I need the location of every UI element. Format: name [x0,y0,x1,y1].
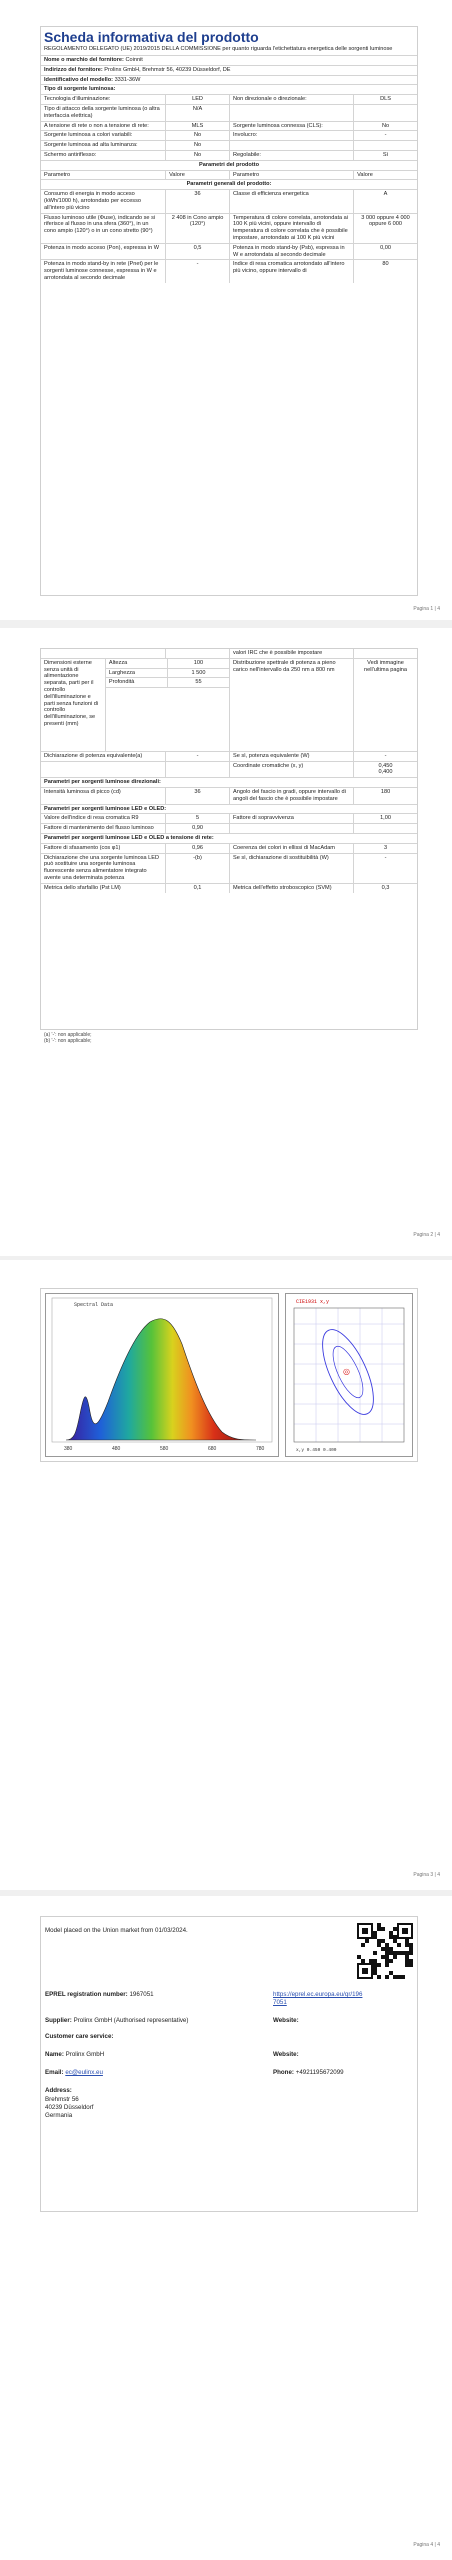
dimension-label: Larghezza [108,669,136,676]
spectral-label: Distribuzione spettrale di potenza a pieno carico nell'intervallo da 250 nm a 800 nm [229,659,353,751]
product-sheet-frame-2 [40,648,418,1030]
general-params-header: Parametri generali del prodotto: [186,181,272,188]
charts-frame [40,1288,418,1462]
address-line-3: Germania [45,2112,73,2119]
table-cell: Indice di resa cromatica arrotondato all'intero più vicino, oppure intervallo di [229,260,353,282]
table-cell: Sorgente luminosa a colori variabili: [44,132,133,139]
supplier-value: Prolinx GmbH (Authorised representative) [73,2017,189,2024]
page-4 [0,1896,452,2560]
footnote-b: (b) '-': non applicable; [44,1038,92,1044]
table-cell: No [353,122,417,131]
spectrum-title: Spectral Data [74,1302,114,1308]
table-cell: Potenza in modo stand-by in rete (Pnet) per le sorgenti luminose connesse, espressa in W e arrotondata al secondo decimale [44,261,159,281]
table-cell: Flusso luminoso utile (Φuse), indicando se si riferisce al flusso in una sfera (360°), in un cono ampio (120°) o in un cono stretto (90°) [44,214,156,235]
table-cell: Potenza in modo acceso (Pon), espressa in W [44,244,160,251]
page-1 [0,0,452,620]
table-cell: Intensità luminosa di picco (cd) [44,788,121,795]
page-footer-3: Pagina 3 | 4 [413,1872,440,1878]
table-cell: 36 [165,190,229,212]
name-label: Name: [45,2051,64,2058]
table-cell: Metrica dello sfarfallio (Pst LM) [44,884,121,891]
table-cell: Tecnologia d'illuminazione: [44,96,111,103]
table-cell: 0,90 [165,824,229,833]
table-row [41,150,417,160]
table-row [41,213,417,243]
page-title: Scheda informativa del prodotto [44,29,259,45]
table-cell [229,824,353,833]
table-cell: Classe di efficienza energetica [229,190,353,212]
table-cell: No [165,141,229,150]
cie-title: CIE1931 x,y [296,1299,330,1305]
table-row [41,94,417,104]
table-row [41,843,417,853]
x-tick-label: 380 [64,1446,73,1452]
table-cell: - [165,752,229,761]
table-cell: Fattore di mantenimento del flusso luminoso [44,825,154,832]
table-row [41,189,417,212]
table-cell: 36 [165,788,229,804]
page-2 [0,628,452,1256]
table-cell [353,105,417,121]
address-line-2: 40239 Düsseldorf [45,2104,94,2111]
cie-svg [286,1294,412,1456]
directional-header: Parametri per sorgenti luminose direzionali: [44,779,161,786]
table-cell: 0,5 [165,244,229,260]
website-label: Website: [273,2017,299,2024]
table-row [41,130,417,140]
table-cell: MLS [165,122,229,131]
col-header-value: Valore [165,171,229,180]
table-cell: No [165,151,229,160]
table-row [41,259,417,282]
table-cell: Coerenza dei colori in ellissi di MacAdam [229,844,353,853]
table-cell: Sorgente luminosa ad alta luminanza: [44,142,138,149]
footnote-a: (a) '-': non applicable; [44,1032,92,1038]
table-cell: Dichiarazione di potenza equivalente(a) [44,752,143,759]
table-row [41,761,417,778]
col-header-param-2: Parametro [229,171,353,180]
table-cell: 1,00 [353,814,417,823]
dimension-label: Altezza [108,659,128,666]
eprel-label: EPREL registration number: [45,1991,128,1998]
spectrum-chart [45,1293,279,1457]
spectral-value: Vedi immagine nell'ultima pagina [353,659,417,751]
table-row [41,751,417,761]
table-cell: Fattore di sfasamento (cos φ1) [44,844,121,851]
email-label: Email: [45,2069,64,2076]
table-cell: 0,00 [353,244,417,260]
table-cell: LED [165,95,229,104]
table-cell [353,141,417,150]
table-cell: 0,450 0,400 [353,762,417,778]
col-header-param: Parametro [44,171,71,178]
contact-frame [40,1916,418,2212]
x-tick-label: 480 [112,1446,121,1452]
table-cell: Valore dell'indice di resa cromatica R9 [44,815,139,822]
dimension-row [106,669,229,679]
page-footer-4: Pagina 4 | 4 [413,2542,440,2548]
eprel-link[interactable]: https://eprel.ec.europa.eu/qr/1967051 [273,1991,363,2006]
table-cell: Consumo di energia in modo acceso (kWh/1000 h), arrotondato per eccesso all'intero più vicino [44,191,142,211]
table-cell: A [353,190,417,212]
dimension-label: Profondità [108,679,135,686]
table-cell: 80 [353,260,417,282]
table-cell [229,105,353,121]
supplier-label: Supplier: [45,2017,72,2024]
spectrum-svg [46,1294,278,1456]
customer-care-label: Customer care service: [45,2033,114,2040]
table-cell: - [353,854,417,883]
col-header-value-2: Valore [353,171,417,180]
dimension-row [106,659,229,669]
supplier-address-label: Indirizzo del fornitore: [44,66,103,73]
footnotes [44,1032,92,1044]
table-row [41,121,417,131]
table-cell: DLS [353,95,417,104]
table-cell: 0,1 [165,884,229,893]
table-cell: Sì [353,151,417,160]
table-cell: - [353,131,417,140]
x-tick-label: 680 [208,1446,217,1452]
address-line-1: Brehmstr 56 [45,2096,79,2103]
supplier-name-label: Nome o marchio del fornitore: [44,57,124,63]
x-tick-label: 780 [256,1446,265,1452]
table-cell: 2 408 in Cono ampio (120°) [165,214,229,243]
dimension-value: 1 500 [167,669,229,678]
table-cell: Se sì, potenza equivalente (W) [229,752,353,761]
supplier-name: Coinnit [125,57,143,63]
table-cell: 180 [353,788,417,804]
table-cell: Dichiarazione che una sorgente luminosa LED può sostituire una sorgente luminosa fluorescente senza alimentatore integrato avente una determinata potenza [44,854,160,881]
qr-code[interactable] [357,1923,413,1979]
table-cell: Schermo antiriflesso: [44,151,97,158]
supplier-address: Prolinx GmbH, Brehmstr 56, 40239 Düsseldorf, DE [104,66,231,73]
table-row [41,243,417,260]
qr-code-image [357,1923,413,1979]
market-date: Model placed on the Union market from 01/03/2024. [45,1927,188,1934]
table-cell: N/A [165,105,229,121]
table-row [41,853,417,883]
email-link[interactable]: ec@eulinx.eu [65,2069,103,2076]
source-type-label: Tipo di sorgente luminosa: [44,86,116,93]
table-cell: Potenza in modo stand-by (Psb), espressa in W e arrotondata al secondo decimale [229,244,353,260]
table-cell: Temperatura di colore correlata, arrotondata ai 100 K più vicini, oppure intervallo di temperatura di colore correlata che è possibile impostare, arrotondato ai 100 K più vicini [229,214,353,243]
table-row [41,883,417,893]
phone-label: Phone: [273,2069,294,2076]
website-label-2: Website: [273,2051,299,2058]
table-row [41,140,417,150]
model-label: Identificativo del modello: [44,76,113,83]
table-cell: Involucro: [229,131,353,140]
x-tick-label: 580 [160,1446,169,1452]
table-row [41,823,417,833]
page-footer-2: Pagina 2 | 4 [413,1232,440,1238]
eprel-number: 1967051 [129,1991,154,1998]
table-cell: A tensione di rete o non a tensione di rete: [44,122,149,129]
table-row [41,813,417,823]
dimension-row [106,678,229,688]
dimensions-label: Dimensioni esterne senza unità di alimentazione separata, parti per il controllo dell'illuminazione e parti senza funzioni di controllo dell'illuminazione, se presenti (mm) [44,659,99,727]
regulation-text: REGOLAMENTO DELEGATO (UE) 2019/2015 DELLA COMMISSIONE per quanto riguarda l'etichettatura energetica delle sorgenti luminose [44,46,393,52]
table-cell: Sorgente luminosa connessa (CLS): [229,122,353,131]
table-cell: Metrica dell'effetto stroboscopico (SVM) [229,884,353,893]
led-header: Parametri per sorgenti luminose LED e OLED: [44,805,167,812]
cie-chart [285,1293,413,1457]
product-params-header: Parametri del prodotto [199,161,259,168]
table-row [41,104,417,121]
table-cell: Regolabile: [229,151,353,160]
table-cell: Coordinate cromatiche (x, y) [229,762,353,778]
cie-point-marker: ◎ [343,1367,350,1376]
table-cell: Tipo di attacco della sorgente luminosa (o altra interfaccia elettrica) [44,105,160,119]
table-cell [229,141,353,150]
table-cell [353,824,417,833]
address-label: Address: [45,2087,72,2094]
table-cell: No [165,131,229,140]
table-cell: 0,3 [353,884,417,893]
page-3 [0,1260,452,1890]
table-cell [165,762,229,778]
table-cell: - [353,752,417,761]
table-cell: Angolo del fascio in gradi, oppure intervallo di angoli del fascio che è possibile impostare [229,788,353,804]
cri-continuation: valori IRC che è possibile impostare [229,649,353,658]
product-sheet-frame [40,26,418,596]
table-cell: 0,96 [165,844,229,853]
table-cell [41,762,165,778]
table-cell: Non direzionale o direzionale: [229,95,353,104]
dimension-value: 55 [167,678,229,687]
table-cell: 5 [165,814,229,823]
table-cell: 3 [353,844,417,853]
dimension-value: 100 [167,659,229,668]
cie-caption: x,y 0.450 0.400 [296,1448,337,1453]
table-row [41,787,417,804]
table-cell: Fattore di sopravvivenza [229,814,353,823]
page-footer: Pagina 1 | 4 [413,606,440,612]
phone-value: +4921195672099 [295,2069,344,2076]
table-cell: -(b) [165,854,229,883]
mains-header: Parametri per sorgenti luminose LED e OLED a tensione di rete: [44,834,214,841]
model-id: 3331-36W [114,76,141,83]
table-cell: - [165,260,229,282]
table-cell: Se sì, dichiarazione di sostituibilità (W) [229,854,353,883]
table-cell: 3 000 oppure 4 000 oppure 6 000 [353,214,417,243]
name-value: Prolinx GmbH [65,2051,105,2058]
